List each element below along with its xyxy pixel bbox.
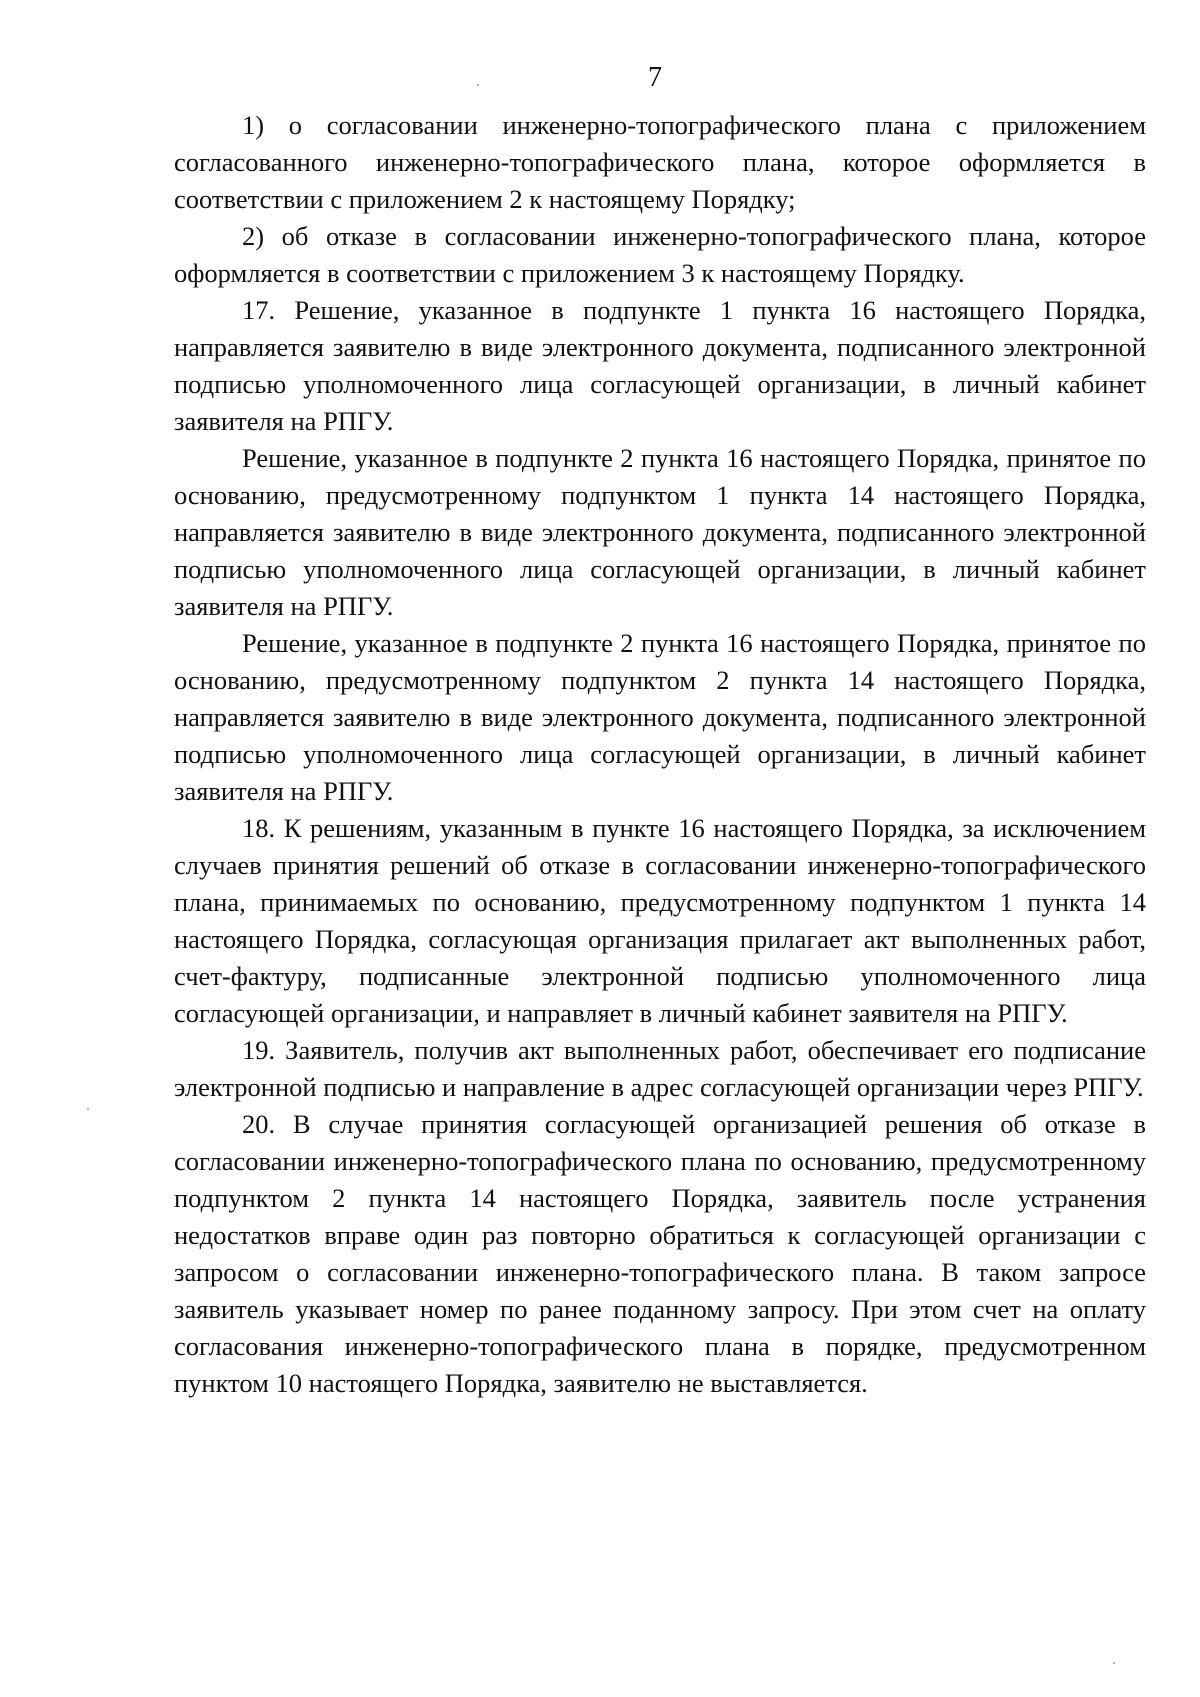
paragraph-item-18: 18. К решениям, указанным в пункте 16 настоящего Порядка, за исключением случаев принятия решений об отказе в согласовании инженерно-топографического плана, принимаемых по основанию, предусмотренному подпунктом 1 пункта 14 настоящего Порядка, согласующая организация прилагает акт выполненных работ, счет-фактуру, подписанные электронной подписью уполномоченного лица согласующей организации, и направляет в личный кабинет заявителя на РПГУ. <box>174 813 1146 1028</box>
scan-speck <box>1113 1662 1115 1664</box>
paragraph-item-17: 17. Решение, указанное в подпункте 1 пункта 16 настоящего Порядка, направляется заявителю в виде электронного документа, подписанного электронной подписью уполномоченного лица согласующей организации, в личный кабинет заявителя на РПГУ. <box>174 295 1146 436</box>
scan-speck <box>87 1108 89 1110</box>
paragraph-decision-subitem-2-basis-1: Решение, указанное в подпункте 2 пункта 16 настоящего Порядка, принятое по основанию, предусмотренному подпунктом 1 пункта 14 настоящего Порядка, направляется заявителю в виде электронного документа, подписанного электронной подписью уполномоченного лица согласующей организации, в личный кабинет заявителя на РПГУ. <box>174 443 1146 621</box>
paragraph-subitem-2: 2) об отказе в согласовании инженерно-топографического плана, которое оформляется в соответствии с приложением 3 к настоящему Порядку. <box>174 221 1146 288</box>
paragraph-item-19: 19. Заявитель, получив акт выполненных работ, обеспечивает его подписание электронной подписью и направление в адрес согласующей организации через РПГУ. <box>174 1035 1146 1102</box>
page-number: 7 <box>648 62 662 93</box>
scan-speck <box>477 84 479 86</box>
paragraph-decision-subitem-2-basis-2: Решение, указанное в подпункте 2 пункта 16 настоящего Порядка, принятое по основанию, предусмотренному подпунктом 2 пункта 14 настоящего Порядка, направляется заявителю в виде электронного документа, подписанного электронной подписью уполномоченного лица согласующей организации, в личный кабинет заявителя на РПГУ. <box>174 628 1146 806</box>
paragraph-item-20: 20. В случае принятия согласующей организацией решения об отказе в согласовании инженерно-топографического плана по основанию, предусмотренному подпунктом 2 пункта 14 настоящего Порядка, заявитель после устранения недостатков вправе один раз повторно обратиться к согласующей организации с запросом о согласовании инженерно-топографического плана. В таком запросе заявитель указывает номер по ранее поданному запросу. При этом счет на оплату согласования инженерно-топографического плана в порядке, предусмотренном пунктом 10 настоящего Порядка, заявителю не выставляется. <box>174 1109 1146 1398</box>
paragraph-subitem-1: 1) о согласовании инженерно-топографического плана с приложением согласованного инженерно-топографического плана, которое оформляется в соответствии с приложением 2 к настоящему Порядку; <box>174 110 1146 214</box>
document-body <box>174 107 1146 1402</box>
